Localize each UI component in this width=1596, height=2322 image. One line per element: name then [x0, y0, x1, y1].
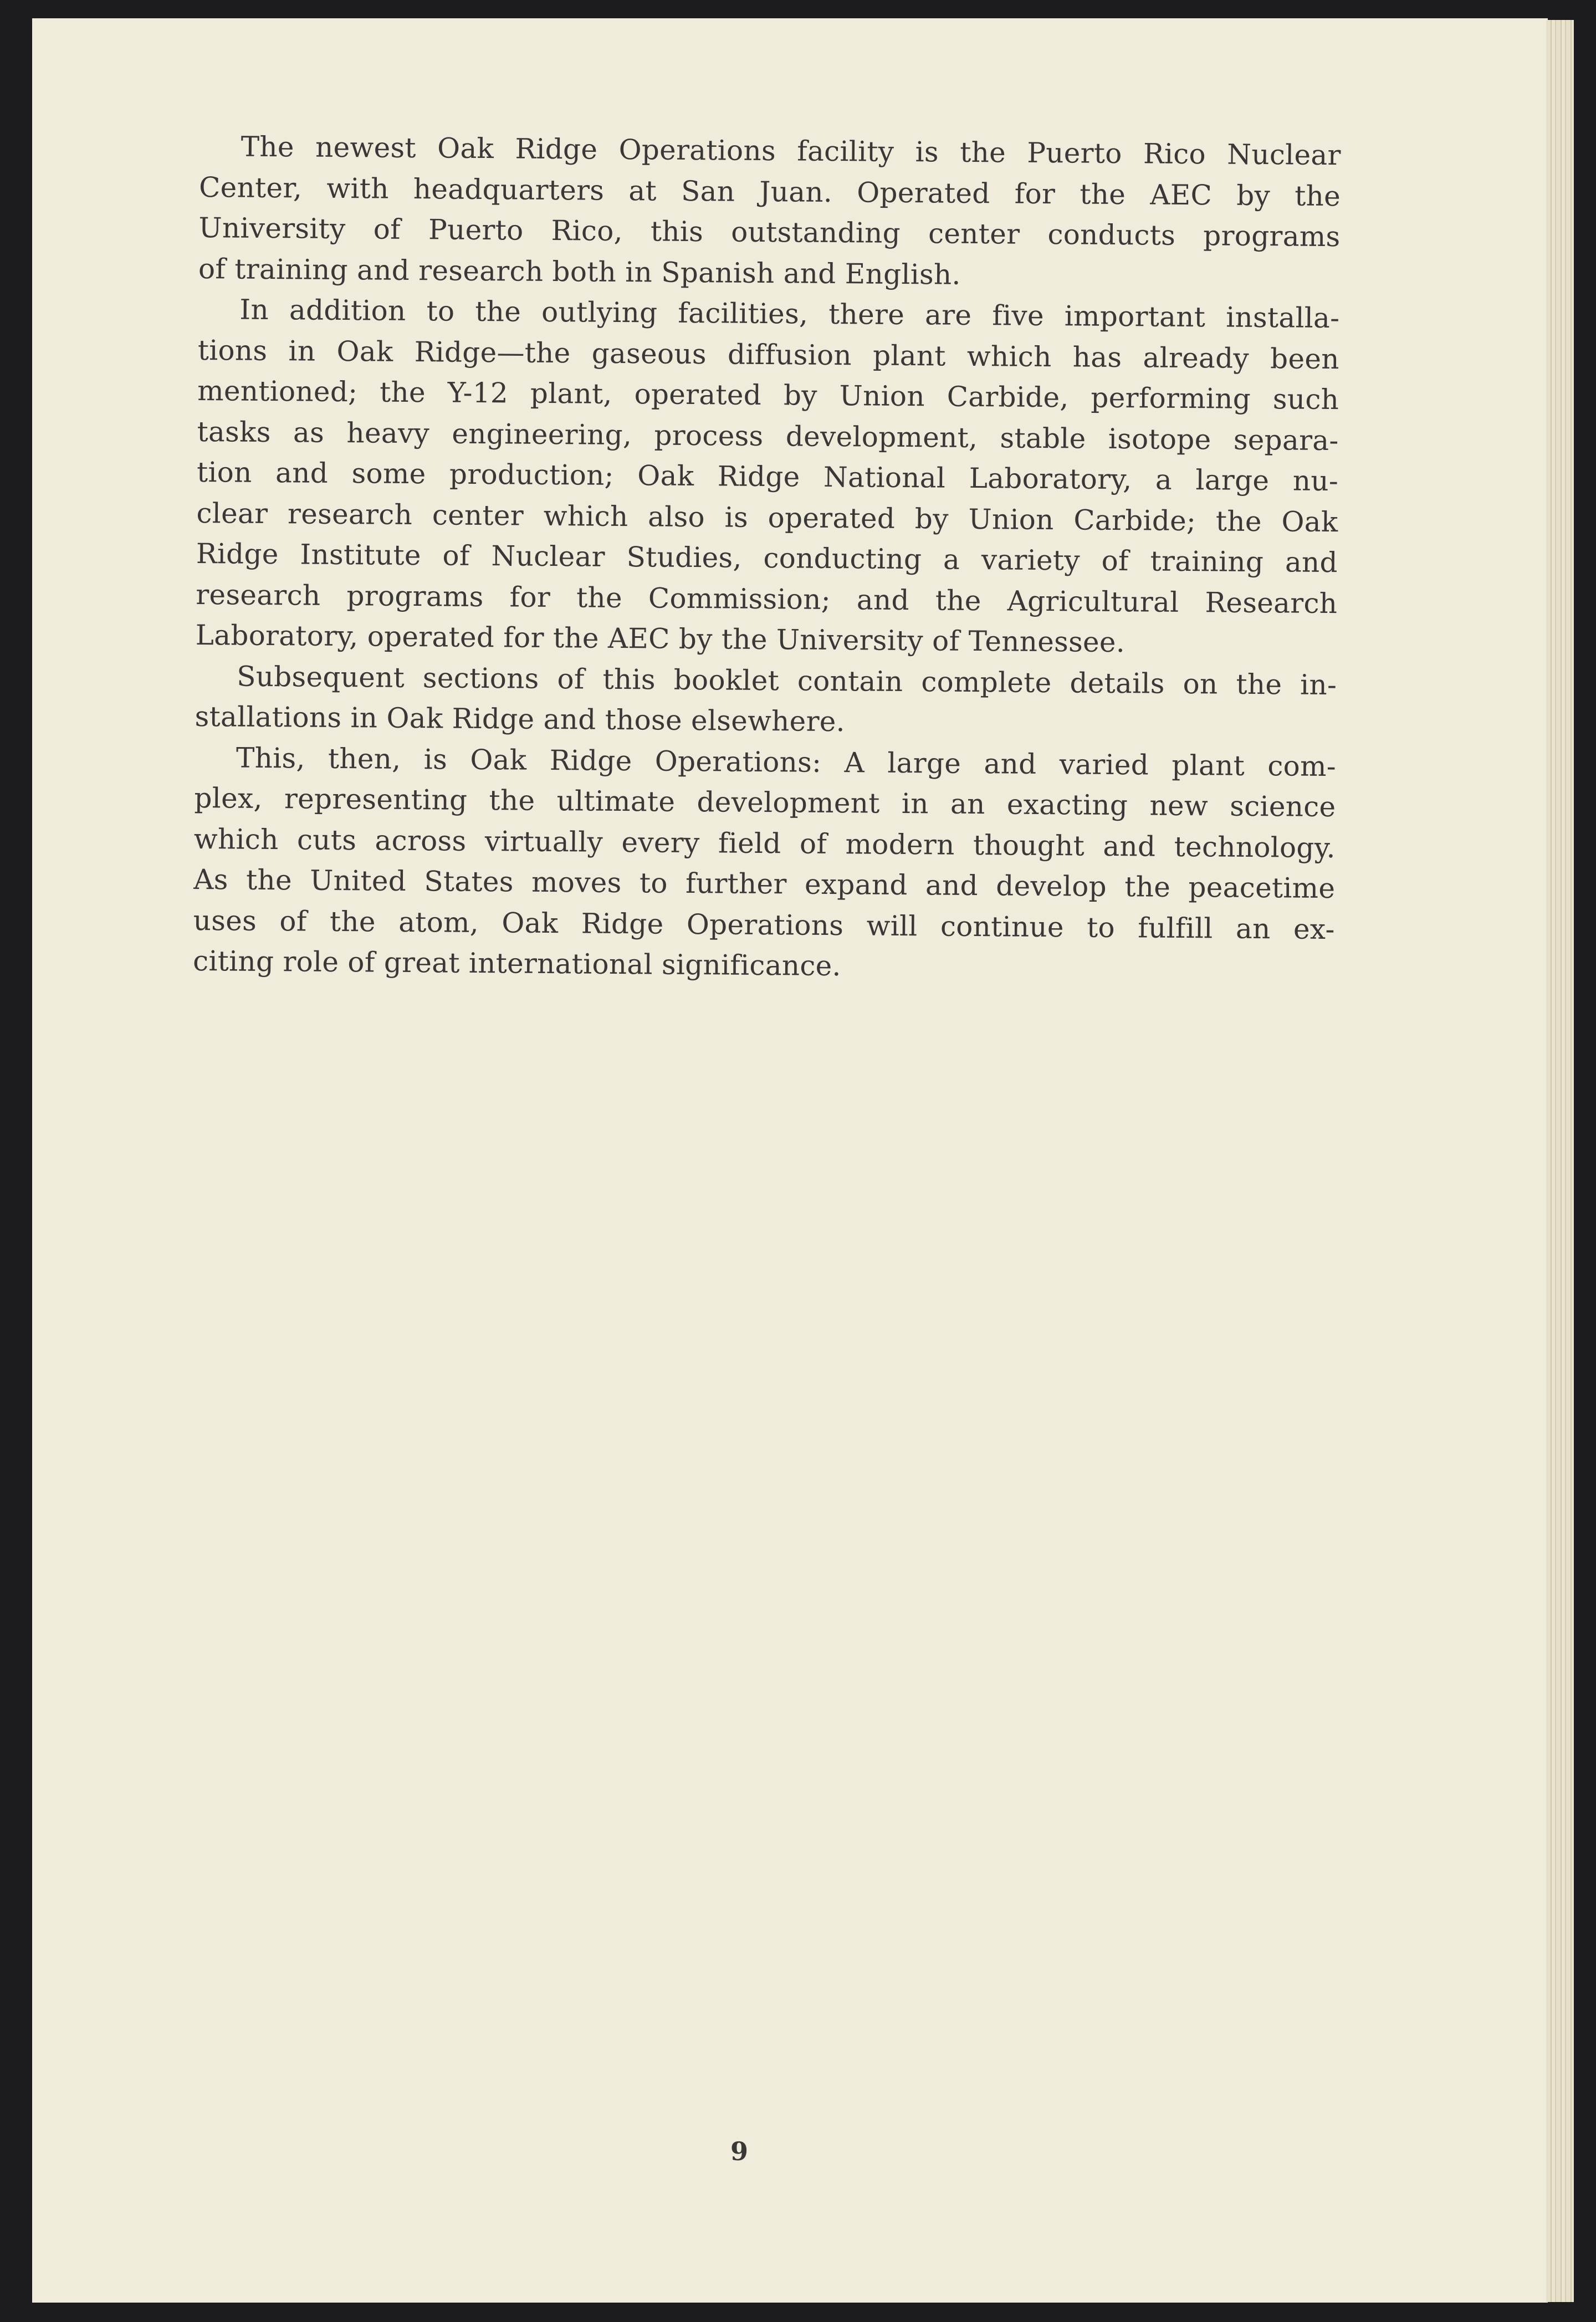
text-line: The newest Oak Ridge Operations facility is the Puerto Rico Nuclear: [241, 130, 1341, 172]
text-line: This, then, is Oak Ridge Operations: A large and varied plant com-: [236, 741, 1337, 782]
text-line: stallations in Oak Ridge and those elsewhere.: [195, 700, 846, 738]
text-line: research programs for the Commission; and the Agricultural Research: [196, 578, 1338, 620]
text-line: plex, representing the ultimate development in an exacting new science: [194, 781, 1336, 824]
page-stack-edge: [1546, 20, 1574, 2302]
text-line: Ridge Institute of Nuclear Studies, conducting a variety of training and: [196, 537, 1338, 579]
text-line: uses of the atom, Oak Ridge Operations will continue to fulfill an ex-: [193, 904, 1335, 945]
text-line: Center, with headquarters at San Juan. Operated for the AEC by the: [198, 171, 1341, 212]
paragraph: [195, 656, 1337, 746]
text-line: In addition to the outlying facilities, there are five important installa-: [239, 293, 1340, 335]
text-line: mentioned; the Y-12 plant, operated by Union Carbide, performing such: [197, 374, 1339, 416]
paragraph: [193, 737, 1336, 990]
text-line: tion and some production; Oak Ridge National Laboratory, a large nu-: [196, 456, 1339, 498]
text-line: tasks as heavy engineering, process development, stable isotope separa-: [197, 415, 1339, 457]
paragraph: [198, 126, 1341, 298]
text-line: University of Puerto Rico, this outstanding center conducts programs: [198, 211, 1341, 253]
body-text: [193, 126, 1341, 991]
text-line: of training and research both in Spanish and English.: [198, 252, 961, 291]
text-line: citing role of great international significance.: [192, 944, 841, 983]
text-line: As the United States moves to further expand and develop the peacetime: [193, 863, 1336, 905]
text-line: Subsequent sections of this booklet contain complete details on the in-: [236, 660, 1337, 701]
text-line: tions in Oak Ridge—the gaseous diffusion plant which has already been: [197, 334, 1339, 375]
text-line: clear research center which also is operated by Union Carbide; the Oak: [196, 497, 1338, 538]
text-line: Laboratory, operated for the AEC by the University of Tennessee.: [195, 618, 1126, 659]
page-number: 9: [730, 2136, 749, 2166]
text-line: which cuts across virtually every field of modern thought and technology.: [193, 822, 1336, 864]
paragraph: [195, 289, 1339, 665]
